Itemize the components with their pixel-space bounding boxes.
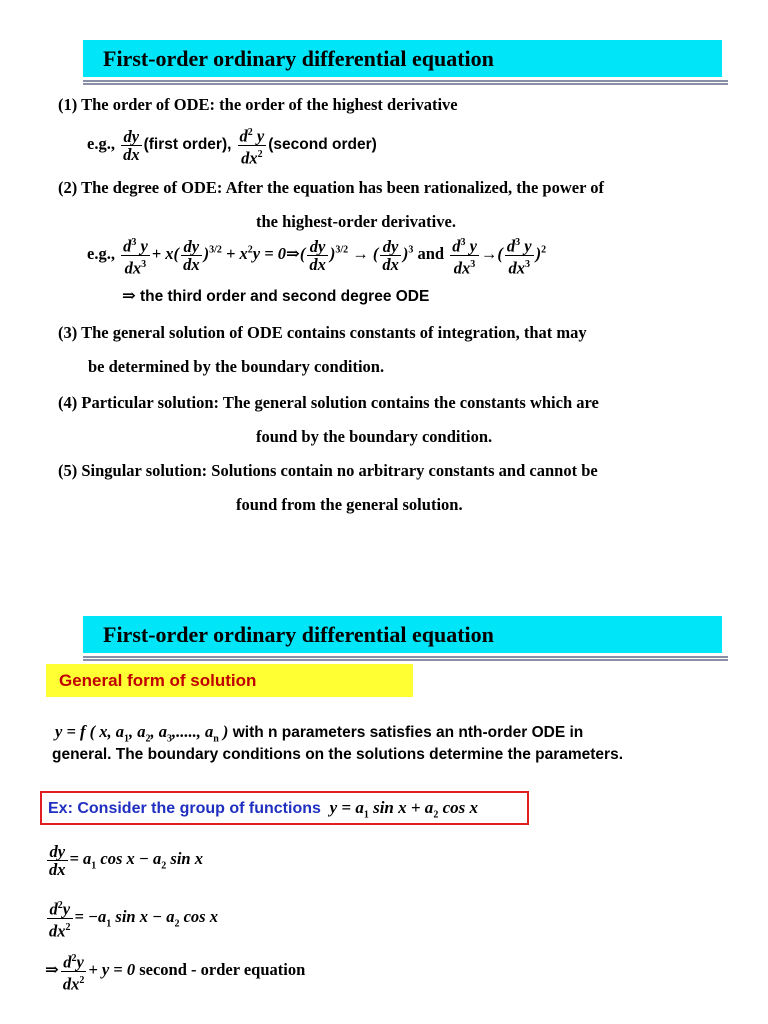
general-form-subtitle: General form of solution: [46, 664, 413, 697]
item4-text-a: (4) Particular solution: The general solution contains the constants which are: [58, 393, 599, 412]
first-derivative-eq: $\frac{dy}{dx}$ = $a_1$ $\cos x - a_2$ sin x: [49, 842, 203, 879]
item4-text-b: found by the boundary condition.: [256, 427, 493, 446]
item2-text-a: (2) The degree of ODE: After the equation has been rationalized, the power of: [58, 178, 604, 197]
slide1-title-rule: [83, 80, 728, 85]
item5-text-a: (5) Singular solution: Solutions contain no arbitrary constants and cannot be: [58, 461, 598, 480]
general-form-equation: y = f ( x, $a_1$, $a_2$, $a_3$,....., $a_n$ ) with n parameters satisfies an nth-order ODE in: [55, 722, 584, 745]
item2-text-b: the highest-order derivative.: [256, 212, 456, 231]
item2-example: e.g., $\frac{d^3 y}{dx^3}$ + x( $\frac{dy}{dx}$ )$^{3/2} + x^2y$ = 0⇒( $\frac{dy}{dx}$ )$^{3/2}$ → ( $\frac{dy}{dx}$ )$^3$ and $\frac{d^3 y}{dx^3}$ →( $\frac{d^3 y}{dx^3}$ )$^2$: [87, 234, 546, 276]
item3-text-a: (3) The general solution of ODE contains constants of integration, that may: [58, 323, 587, 342]
second-order-equation: ⇒ $\frac{d^2y}{dx^2}$ + y = 0 second - order equation: [45, 950, 305, 992]
slide1-title: First-order ordinary differential equation: [103, 46, 494, 71]
item2-conclusion: ⇒ the third order and second degree ODE: [122, 286, 430, 305]
item5-text-b: found from the general solution.: [236, 495, 463, 514]
item1-example: e.g., $\frac{dy}{dx}$ (first order), $\frac{d^2 y}{dx^2}$ (second order): [87, 124, 377, 166]
example-label: Ex: Consider the group of functions: [48, 800, 321, 817]
example-box: Ex: Consider the group of functions $y = a_1$ $\sin x + a_2$ cos x: [40, 791, 529, 825]
slide2-title: First-order ordinary differential equation: [103, 622, 494, 647]
slide1-title-banner: [83, 40, 722, 77]
slide2-title-banner: [83, 616, 722, 653]
general-form-paragraph: general. The boundary conditions on the solutions determine the parameters.: [52, 746, 624, 763]
d2y-dx2-fraction: $\frac{d^2 y}{dx^2}$: [238, 124, 267, 166]
second-derivative-eq: $\frac{d^2y}{dx^2}$ = $-a_1$ $\sin x - a_2$ cos x: [45, 897, 218, 939]
slide2-title-rule: [83, 656, 728, 661]
item1-text: (1) The order of ODE: the order of the highest derivative: [58, 95, 458, 114]
dy-dx-fraction: $\frac{dy}{dx}$: [123, 126, 140, 164]
item3-text-b: be determined by the boundary condition.: [88, 357, 385, 376]
